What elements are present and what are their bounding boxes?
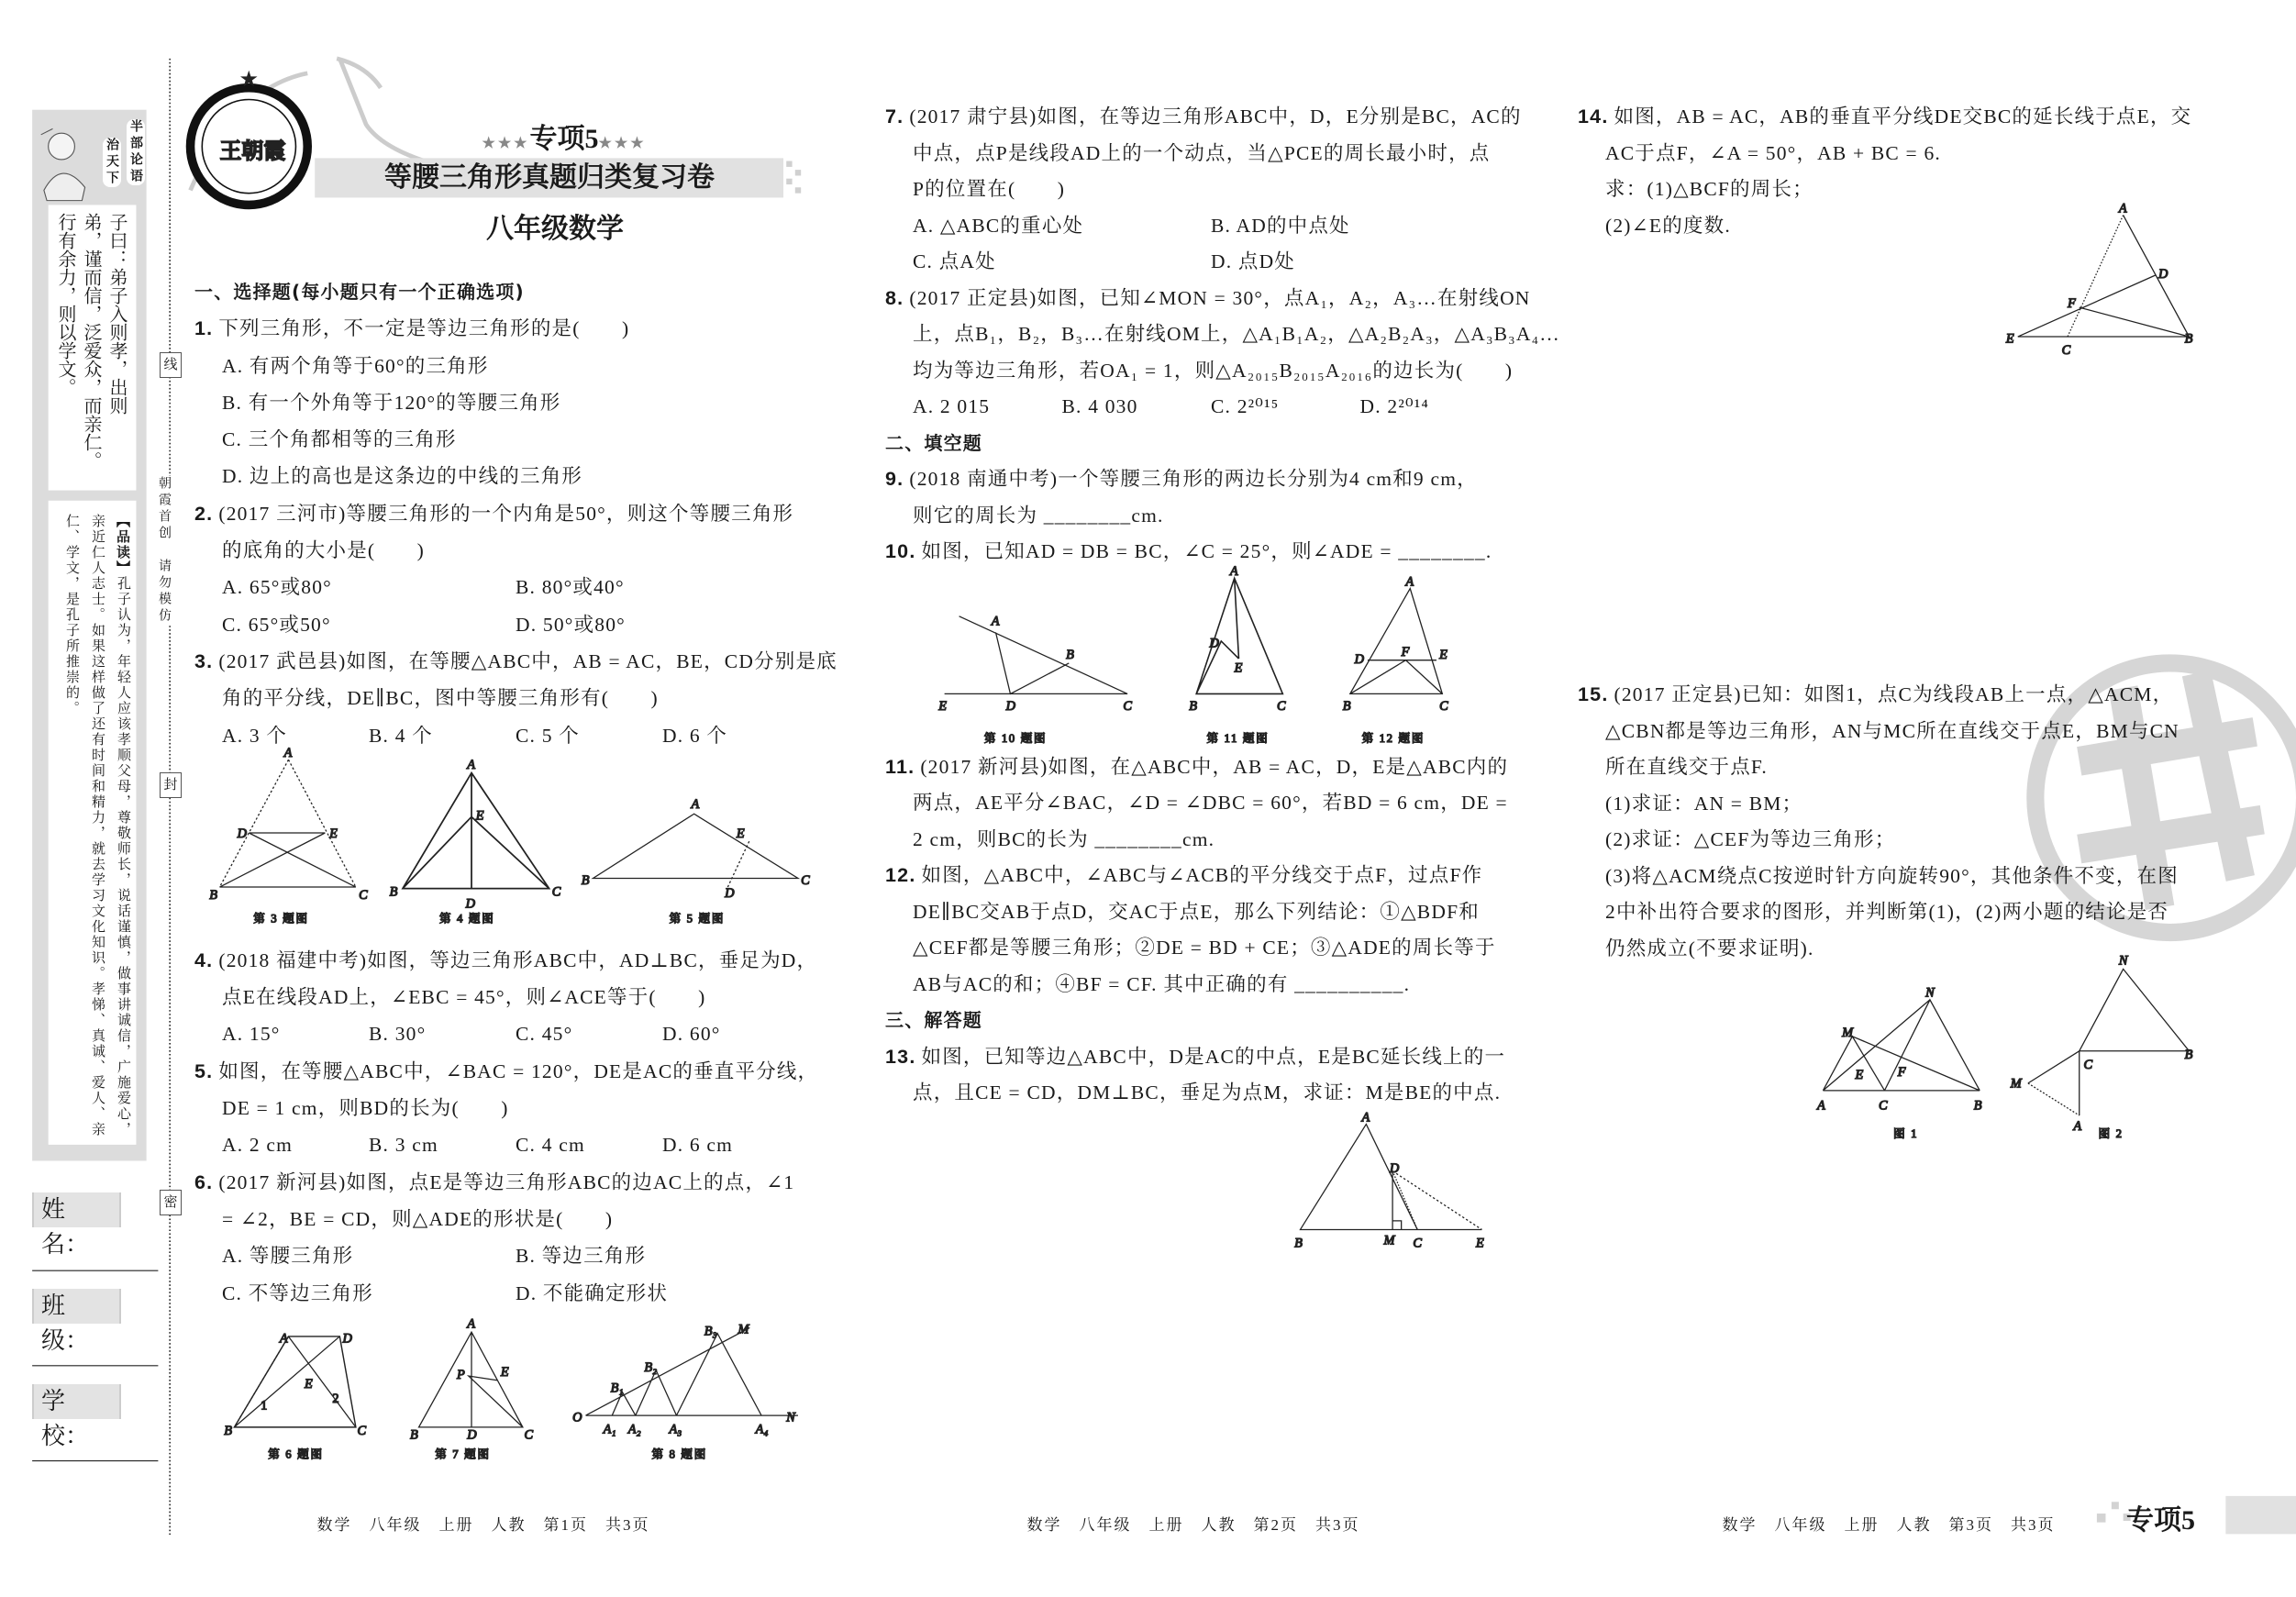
svg-text:A₃: A₃	[669, 1422, 682, 1437]
svg-text:D: D	[725, 886, 735, 902]
footer-series-badge: 专项5	[2126, 1505, 2195, 1536]
question-text-continued: 2中补出符合要求的图形，并判断第(1)，(2)两小题的结论是否	[1605, 901, 2169, 923]
answer-options	[194, 569, 809, 605]
answer-option: D. 6 个	[662, 724, 728, 747]
svg-text:1: 1	[261, 1398, 268, 1414]
svg-text:N: N	[786, 1410, 795, 1425]
svg-text:C: C	[2083, 1057, 2093, 1072]
svg-text:E: E	[1855, 1068, 1864, 1083]
svg-text:E: E	[1476, 1236, 1484, 1251]
motto-title: 半部论语	[128, 119, 143, 185]
svg-text:E: E	[329, 826, 338, 841]
svg-text:A: A	[1229, 564, 1238, 580]
question-text: (2017 正定县)如图，已知∠MON = 30°，点A₁，A₂，A₃…在射线ON	[909, 286, 1531, 309]
svg-text:D: D	[1209, 636, 1219, 651]
svg-text:N: N	[2118, 953, 2128, 969]
question-text-continued: 均为等边三角形，若OA₁ = 1，则△A₂₀₁₅B₂₀₁₅A₂₀₁₆的边长为( )	[913, 359, 1514, 382]
question-text: (2017 新河县)如图，在△ABC中，AB = AC，D，E是△ABC内的	[920, 755, 1509, 778]
page-subtitle: 八年级数学	[486, 213, 624, 245]
answer-option: A. △ABC的重心处	[913, 214, 1084, 237]
svg-text:B: B	[1294, 1236, 1303, 1251]
answer-option: B. 4 030	[1061, 395, 1138, 417]
svg-text:B₂: B₂	[644, 1360, 658, 1376]
svg-text:第 10 题图: 第 10 题图	[983, 732, 1048, 746]
answer-options	[194, 1237, 809, 1274]
svg-text:A: A	[467, 757, 476, 772]
figure-q8	[572, 1323, 798, 1461]
svg-text:B: B	[209, 887, 218, 903]
question-number: 10.	[885, 540, 916, 562]
confucius-quote: 子曰：弟子入则孝，出则 弟，谨而信，泛爱众，而亲仁。 行有余力，则以学文。	[55, 213, 128, 470]
svg-text:B: B	[389, 884, 398, 900]
question	[885, 534, 1509, 571]
question-text-continued: △CEF都是等腰三角形；②DE = BD + CE；③△ADE的周长等于	[913, 937, 1496, 959]
svg-text:第 8 题图: 第 8 题图	[651, 1447, 707, 1461]
copyright-notice: 朝霞首创 请勿模仿	[154, 476, 172, 625]
answer-option: B. 30°	[369, 1023, 427, 1046]
question-text-continued: (3)将△ACM绕点C按逆时针方向旋转90°，其他条件不变，在图	[1605, 864, 2179, 887]
question-text-continued: 两点，AE平分∠BAC，∠D = ∠DBC = 60°，若BD = 6 cm，DE =	[913, 792, 1508, 814]
svg-text:B: B	[2184, 1047, 2193, 1062]
question	[194, 942, 818, 979]
page-title: 等腰三角形真题归类复习卷	[384, 161, 715, 194]
question-text-continued: (2)∠E的度数.	[1605, 214, 1731, 237]
question-text-continued: AC于点F，∠A = 50°，AB + BC = 6.	[1605, 141, 1941, 164]
svg-text:A: A	[2118, 201, 2127, 216]
svg-text:O: O	[572, 1410, 582, 1425]
svg-text:2: 2	[332, 1391, 339, 1406]
question	[1578, 677, 2202, 714]
answer-option: A. 等腰三角形	[222, 1245, 354, 1268]
svg-text:图 2: 图 2	[2098, 1126, 2124, 1140]
svg-text:★: ★	[240, 70, 257, 90]
question	[194, 495, 809, 532]
question-text-continued: DE = 1 cm，则BD的长为( )	[222, 1097, 509, 1120]
answer-option: A. 2 015	[913, 395, 991, 417]
question-text-continued: = ∠2，BE = CD，则△ADE的形状是( )	[222, 1207, 614, 1230]
svg-text:第 12 题图: 第 12 题图	[1361, 732, 1425, 746]
footer-page-3: 数学 八年级 上册 人教 第3页 共3页	[1722, 1516, 2056, 1534]
answer-option: D. 60°	[662, 1023, 721, 1046]
svg-text:M: M	[2010, 1076, 2022, 1092]
svg-text:P: P	[457, 1368, 465, 1383]
question-number: 3.	[194, 649, 214, 672]
svg-text:C: C	[1439, 698, 1448, 714]
svg-text:E: E	[475, 808, 484, 824]
answer-options	[194, 458, 809, 494]
answer-options	[194, 384, 809, 421]
question-text: 如图，△ABC中，∠ABC与∠ACB的平分线交于点F，过点F作	[921, 864, 1483, 886]
question	[885, 858, 1509, 894]
svg-text:王朝霞: 王朝霞	[219, 139, 286, 164]
figure-area	[194, 754, 809, 942]
answer-option: D. 点D处	[1211, 250, 1296, 272]
svg-text:M: M	[1383, 1233, 1395, 1248]
question-text: (2017 三河市)等腰三角形的一个内角是50°，则这个等腰三角形	[218, 502, 794, 525]
svg-text:F: F	[2067, 296, 2076, 312]
question-text-continued: 求：(1)△BCF的周长；	[1605, 178, 1814, 200]
reading-note	[55, 514, 136, 1137]
answer-option: D. 50°或80°	[516, 613, 626, 636]
answer-option: C. 2²⁰¹⁵	[1211, 395, 1280, 417]
svg-text:B: B	[1973, 1098, 1982, 1114]
svg-text:A₂: A₂	[627, 1422, 641, 1437]
question-text: (2018 南通中考)一个等腰三角形的两边长分别为4 cm和9 cm，	[909, 468, 1478, 490]
answer-option: C. 4 cm	[516, 1134, 585, 1157]
svg-text:D: D	[465, 896, 476, 912]
question-text: 下列三角形，不一定是等边三角形的是( )	[218, 317, 630, 340]
answer-option: A. 15°	[222, 1023, 281, 1046]
class-field-label[interactable]: 班 级：	[32, 1289, 121, 1324]
svg-text:D: D	[1389, 1161, 1400, 1177]
question-number: 4.	[194, 948, 214, 971]
answer-option: C. 三个角都相等的三角形	[222, 428, 457, 451]
question-number: 5.	[194, 1059, 214, 1082]
question-number: 2.	[194, 502, 214, 525]
question-number: 11.	[885, 755, 915, 778]
question-text-continued: 所在直线交于点F.	[1605, 756, 1768, 778]
svg-text:A: A	[1817, 1098, 1825, 1114]
svg-text:B: B	[1066, 648, 1074, 663]
question-text-continued: 上，点B₁，B₂，B₃…在射线OM上，△A₁B₁A₂，△A₂B₂A₃，△A₃B₃A₄…	[913, 323, 1560, 345]
svg-text:C: C	[1413, 1236, 1423, 1251]
section-heading: 三、解答题	[885, 1009, 982, 1031]
svg-text:C: C	[801, 872, 810, 888]
question-text-continued: △CBN都是等边三角形，AN与MC所在直线交于点E，BM与CN	[1605, 719, 2180, 742]
stars-right-icon: ★★★	[598, 136, 647, 151]
question-text: (2017 武邑县)如图，在等腰△ABC中，AB = AC，BE，CD分别是底	[218, 649, 837, 672]
svg-text:第 7 题图: 第 7 题图	[435, 1447, 491, 1461]
question-text-continued: 点，且CE = CD，DM⊥BC，垂足为点M，求证：M是BE的中点.	[913, 1081, 1502, 1103]
svg-text:C: C	[1123, 698, 1132, 714]
answer-options	[194, 1015, 809, 1052]
svg-text:A: A	[2073, 1118, 2082, 1134]
svg-text:B: B	[409, 1427, 418, 1443]
answer-option: B. 80°或40°	[516, 576, 625, 599]
answer-option: D. 6 cm	[662, 1134, 734, 1157]
section-heading: 一、选择题(每小题只有一个正确选项)	[194, 281, 525, 303]
svg-text:第 6 题图: 第 6 题图	[268, 1447, 324, 1461]
question-text: 如图，已知AD = DB = BC，∠C = 25°，则∠ADE = ________.	[921, 540, 1492, 562]
question-number: 9.	[885, 468, 904, 490]
svg-text:A: A	[1361, 1110, 1370, 1126]
svg-text:D: D	[237, 826, 247, 841]
answer-options	[194, 348, 809, 384]
answer-option: D. 不能确定形状	[516, 1281, 669, 1304]
series-label	[404, 116, 725, 156]
answer-option: B. AD的中点处	[1211, 214, 1350, 237]
question-text-continued: DE∥BC交AB于点D，交AC于点E，那么下列结论：①△BDF和	[913, 900, 1480, 923]
question-text: 如图，AB = AC，AB的垂直平分线DE交BC的延长线于点E，交	[1614, 105, 2192, 128]
section-heading: 二、填空题	[885, 431, 982, 454]
column-2	[885, 99, 1560, 1112]
footer-page-2: 数学 八年级 上册 人教 第2页 共3页	[1026, 1516, 1360, 1534]
svg-text:M: M	[738, 1322, 749, 1337]
answer-option: C. 65°或50°	[222, 613, 331, 636]
svg-text:第 11 题图: 第 11 题图	[1206, 732, 1270, 746]
svg-text:E: E	[500, 1365, 509, 1381]
question-text-continued: (1)求证：AN = BM；	[1605, 792, 1803, 815]
question-number: 7.	[885, 105, 904, 128]
svg-text:C: C	[551, 884, 561, 900]
svg-text:A: A	[279, 1331, 288, 1347]
series-name: 专项5	[529, 124, 599, 154]
binding-mark-secret: 密	[160, 1190, 182, 1215]
column-3	[1578, 99, 2202, 967]
name-field-label[interactable]: 姓 名：	[32, 1192, 121, 1227]
svg-text:B: B	[224, 1423, 233, 1438]
question-number: 14.	[1578, 105, 1609, 128]
question	[885, 281, 1531, 317]
answer-options	[194, 717, 809, 754]
question	[194, 1053, 819, 1090]
figure-q15-2	[2010, 954, 2193, 1140]
svg-text:A₄: A₄	[755, 1422, 769, 1437]
figure-q15-1	[1816, 986, 1982, 1140]
answer-option: A. 2 cm	[222, 1134, 294, 1157]
question-number: 1.	[194, 317, 214, 340]
svg-text:第 5 题图: 第 5 题图	[669, 912, 726, 926]
question-text-continued: (2)求证：△CEF为等边三角形；	[1605, 828, 1896, 850]
question-text-continued: 中点，点P是线段AD上的一个动点，当△PCE的周长最小时，点	[913, 141, 1491, 164]
question-text-continued: 则它的周长为 ________cm.	[913, 504, 1164, 527]
svg-text:C: C	[524, 1427, 534, 1443]
svg-text:F: F	[1897, 1064, 1906, 1080]
question-text: 如图，已知等边△ABC中，D是AC的中点，E是BC延长线上的一	[921, 1045, 1506, 1068]
school-field-label[interactable]: 学 校：	[32, 1384, 121, 1419]
question-text-continued: 角的平分线，DE∥BC，图中等腰三角形有( )	[222, 687, 659, 710]
question-number: 6.	[194, 1170, 214, 1193]
svg-text:B: B	[1189, 698, 1197, 714]
svg-text:B₃: B₃	[704, 1324, 717, 1339]
footer-page-1: 数学 八年级 上册 人教 第1页 共3页	[316, 1516, 650, 1534]
svg-text:D: D	[1005, 698, 1016, 714]
answer-option: C. 45°	[516, 1023, 573, 1046]
svg-text:图 1: 图 1	[1893, 1126, 1919, 1140]
answer-option: B. 等边三角形	[516, 1245, 647, 1268]
svg-text:B: B	[581, 872, 590, 888]
answer-option: A. 3 个	[222, 724, 288, 747]
question	[194, 1164, 809, 1201]
figure-area	[1578, 244, 2202, 677]
question	[885, 1039, 1509, 1076]
reading-label: 【品读】	[115, 514, 131, 576]
question	[885, 99, 1522, 136]
answer-options	[194, 421, 809, 458]
column-1	[194, 273, 837, 1312]
question-text: (2017 新河县)如图，点E是等边三角形ABC的边AC上的点，∠1	[218, 1170, 795, 1193]
svg-text:F: F	[1401, 644, 1410, 660]
svg-text:A: A	[691, 796, 700, 812]
svg-text:B: B	[2184, 331, 2193, 347]
svg-text:C: C	[1276, 698, 1286, 714]
svg-text:第 3 题图: 第 3 题图	[253, 912, 309, 926]
question-text-continued: 的底角的大小是( )	[222, 539, 426, 562]
binding-mark-seal: 封	[160, 772, 182, 798]
svg-text:C: C	[357, 1423, 367, 1438]
stars-left-icon: ★★★	[482, 136, 530, 151]
answer-option: A. 有两个角等于60°的三角形	[222, 354, 489, 377]
figure-q7	[410, 1316, 534, 1460]
answer-option: B. 3 cm	[369, 1134, 438, 1157]
question-text: (2017 肃宁县)如图，在等边三角形ABC中，D，E分别是BC，AC的	[909, 105, 1522, 128]
binding-mark-line: 线	[160, 352, 182, 378]
question	[885, 749, 1509, 786]
svg-text:第 4 题图: 第 4 题图	[438, 912, 495, 926]
question-text-continued: 点E在线段AD上，∠EBC = 45°，则∠ACE等于( )	[222, 986, 706, 1009]
svg-text:A: A	[1405, 574, 1414, 590]
answer-option: A. 65°或80°	[222, 576, 332, 599]
svg-text:M: M	[1842, 1025, 1854, 1040]
figure-area	[885, 571, 1509, 749]
svg-text:D: D	[1354, 651, 1364, 667]
svg-text:A: A	[991, 614, 1000, 629]
answer-options	[885, 208, 1509, 245]
figure-q13	[1294, 1110, 1484, 1250]
question-number: 13.	[885, 1045, 916, 1068]
svg-text:C: C	[1879, 1098, 1888, 1114]
svg-text:D: D	[467, 1427, 477, 1443]
svg-text:E: E	[736, 826, 745, 841]
svg-text:B: B	[1342, 698, 1351, 714]
question-number: 12.	[885, 864, 916, 886]
svg-text:E: E	[2005, 331, 2014, 347]
question-number: 8.	[885, 286, 904, 309]
svg-text:E: E	[305, 1376, 313, 1392]
svg-text:A: A	[467, 1316, 476, 1332]
answer-option: B. 有一个外角等于120°的等腰三角形	[222, 391, 561, 414]
answer-option: C. 点A处	[913, 250, 996, 272]
question-text-continued: AB与AC的和；④BF = CF. 其中正确的有 __________.	[913, 972, 1411, 995]
svg-text:D: D	[342, 1331, 352, 1347]
svg-text:E: E	[1439, 648, 1447, 663]
answer-options	[194, 606, 809, 643]
svg-text:B₁: B₁	[610, 1381, 624, 1396]
svg-text:A₁: A₁	[603, 1422, 616, 1437]
question-text: (2018 福建中考)如图，等边三角形ABC中，AD⊥BC，垂足为D，	[218, 948, 818, 971]
answer-options	[194, 1275, 809, 1312]
question-number: 15.	[1578, 683, 1609, 705]
svg-text:C: C	[2061, 343, 2071, 359]
question	[194, 643, 837, 680]
svg-text:A: A	[283, 746, 293, 761]
svg-text:E: E	[938, 698, 948, 714]
question	[1578, 99, 2202, 136]
answer-option: D. 2²⁰¹⁴	[1359, 395, 1430, 417]
svg-text:E: E	[1234, 660, 1243, 676]
question-text-continued: 2 cm，则BC的长为 ________cm.	[913, 827, 1215, 850]
question-text: 如图，在等腰△ABC中，∠BAC = 120°，DE是AC的垂直平分线，	[218, 1059, 819, 1082]
reading-text: 孔子认为，年轻人应该孝顺父母，尊敬师长，说话谨慎，做事讲诚信，广施爱心，亲近仁人志士。如果这样做了还有时间和精力，就去学习文化知识。孝悌、真诚、爱人、亲仁、学文，是孔子所推崇的。	[64, 514, 130, 1137]
svg-text:C: C	[359, 887, 368, 903]
answer-option: C. 5 个	[516, 724, 580, 747]
question	[885, 461, 1509, 498]
question-text-continued: P的位置在( )	[913, 178, 1066, 200]
question-text-continued: 仍然成立(不要求证明).	[1605, 937, 1814, 959]
answer-option: B. 4 个	[369, 724, 433, 747]
answer-option: D. 边上的高也是这条边的中线的三角形	[222, 465, 583, 488]
question-text: (2017 正定县)已知：如图1，点C为线段AB上一点，△ACM，	[1614, 683, 2174, 705]
motto-subtitle: 治天下	[105, 138, 119, 187]
answer-options	[885, 244, 1509, 281]
svg-text:N: N	[1925, 985, 1935, 1001]
question	[194, 310, 809, 347]
answer-option: C. 不等边三角形	[222, 1281, 373, 1304]
answer-options	[885, 389, 1509, 426]
svg-text:D: D	[2157, 267, 2168, 283]
answer-options	[194, 1126, 809, 1163]
figure-q6	[224, 1331, 366, 1460]
